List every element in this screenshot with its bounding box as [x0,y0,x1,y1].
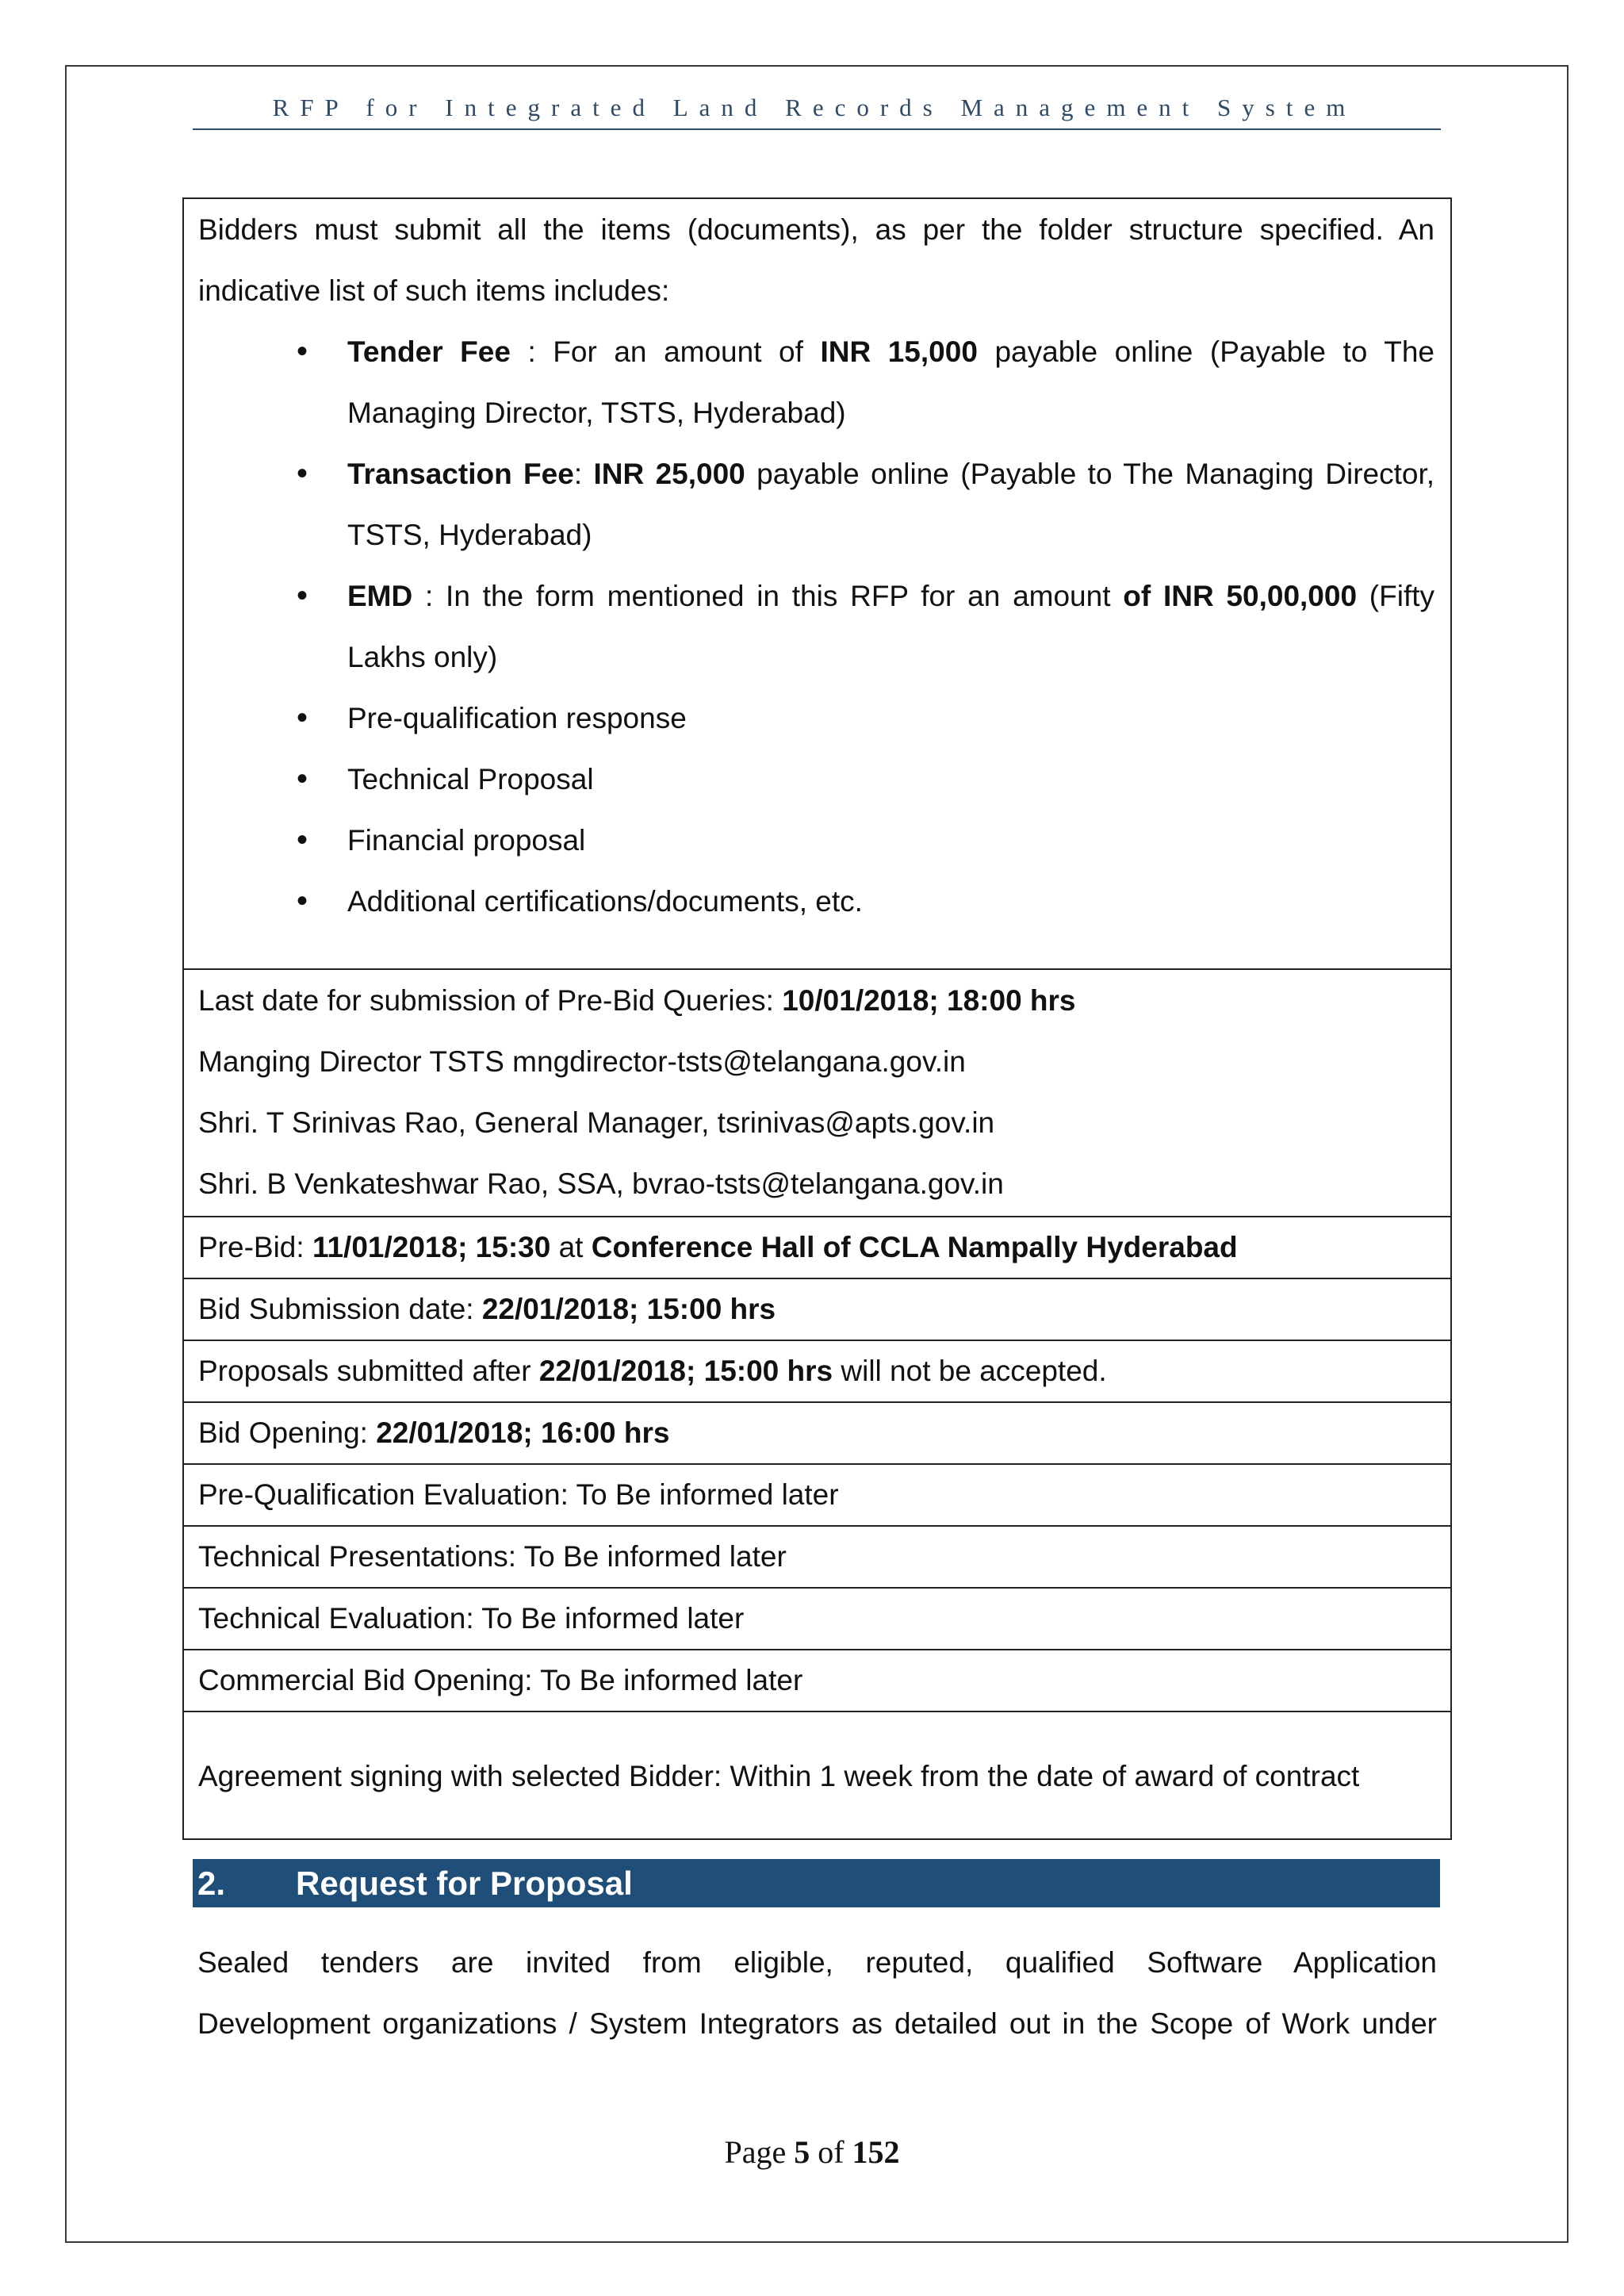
list-item: • Technical Proposal [347,749,1434,810]
prebid-row: Pre-Bid: 11/01/2018; 15:30 at Conference Hall of CCLA Nampally Hyderabad [184,1216,1450,1278]
section-number: 2. [197,1865,226,1902]
contact-line: Shri. T Srinivas Rao, General Manager, tsrinivas@apts.gov.in [198,1106,995,1139]
schedule-table [182,197,1452,1840]
contact-line: Manging Director TSTS mngdirector-tsts@telangana.gov.in [198,1045,966,1078]
contact-line: Shri. B Venkateshwar Rao, SSA, bvrao-tsts@telangana.gov.in [198,1167,1004,1200]
list-item: • Transaction Fee: INR 25,000 payable online (Payable to The Managing Director, TSTS, Hyderabad) [347,443,1434,565]
tech-eval-row: Technical Evaluation: To Be informed later [184,1587,1450,1649]
items-cell [184,199,1450,968]
items-list [198,321,1434,932]
page-number: Page 5 of 152 [724,2134,900,2170]
body-line: Development organizations / System Integrators as detailed out in the Scope of Work under [197,2007,1437,2040]
prequal-eval-row: Pre-Qualification Evaluation: To Be informed later [184,1463,1450,1525]
tech-presentations-row: Technical Presentations: To Be informed later [184,1525,1450,1587]
list-item: • Tender Fee : For an amount of INR 15,000 payable online (Payable to The Managing Director, TSTS, Hyderabad) [347,321,1434,443]
running-header: RFP for Integrated Land Records Management System [272,94,1357,121]
prebid-queries-cell [184,968,1450,1216]
list-item: • Additional certifications/documents, etc. [347,871,1434,932]
items-intro: Bidders must submit all the items (documents), as per the folder structure specified. An indicative list of such items includes: [198,213,1434,307]
commercial-opening-row: Commercial Bid Opening: To Be informed later [184,1649,1450,1711]
bid-opening-row: Bid Opening: 22/01/2018; 16:00 hrs [184,1401,1450,1463]
header-rule [193,128,1441,130]
list-item: • EMD : In the form mentioned in this RFP for an amount of INR 50,00,000 (Fifty Lakhs only) [347,565,1434,688]
late-proposals-row: Proposals submitted after 22/01/2018; 15:00 hrs will not be accepted. [184,1340,1450,1401]
body-paragraph [197,1932,1437,2054]
bid-submission-row: Bid Submission date: 22/01/2018; 15:00 hrs [184,1278,1450,1340]
section-title: Request for Proposal [296,1865,633,1902]
section-heading [193,1859,1440,1907]
list-item: • Financial proposal [347,810,1434,871]
body-line: Sealed tenders are invited from eligible, reputed, qualified Software Application [197,1946,1437,1979]
agreement-row: Agreement signing with selected Bidder: Within 1 week from the date of award of contract [184,1711,1450,1838]
prebid-queries-deadline: Last date for submission of Pre-Bid Queries: 10/01/2018; 18:00 hrs [198,984,1076,1017]
list-item: • Pre-qualification response [347,688,1434,749]
